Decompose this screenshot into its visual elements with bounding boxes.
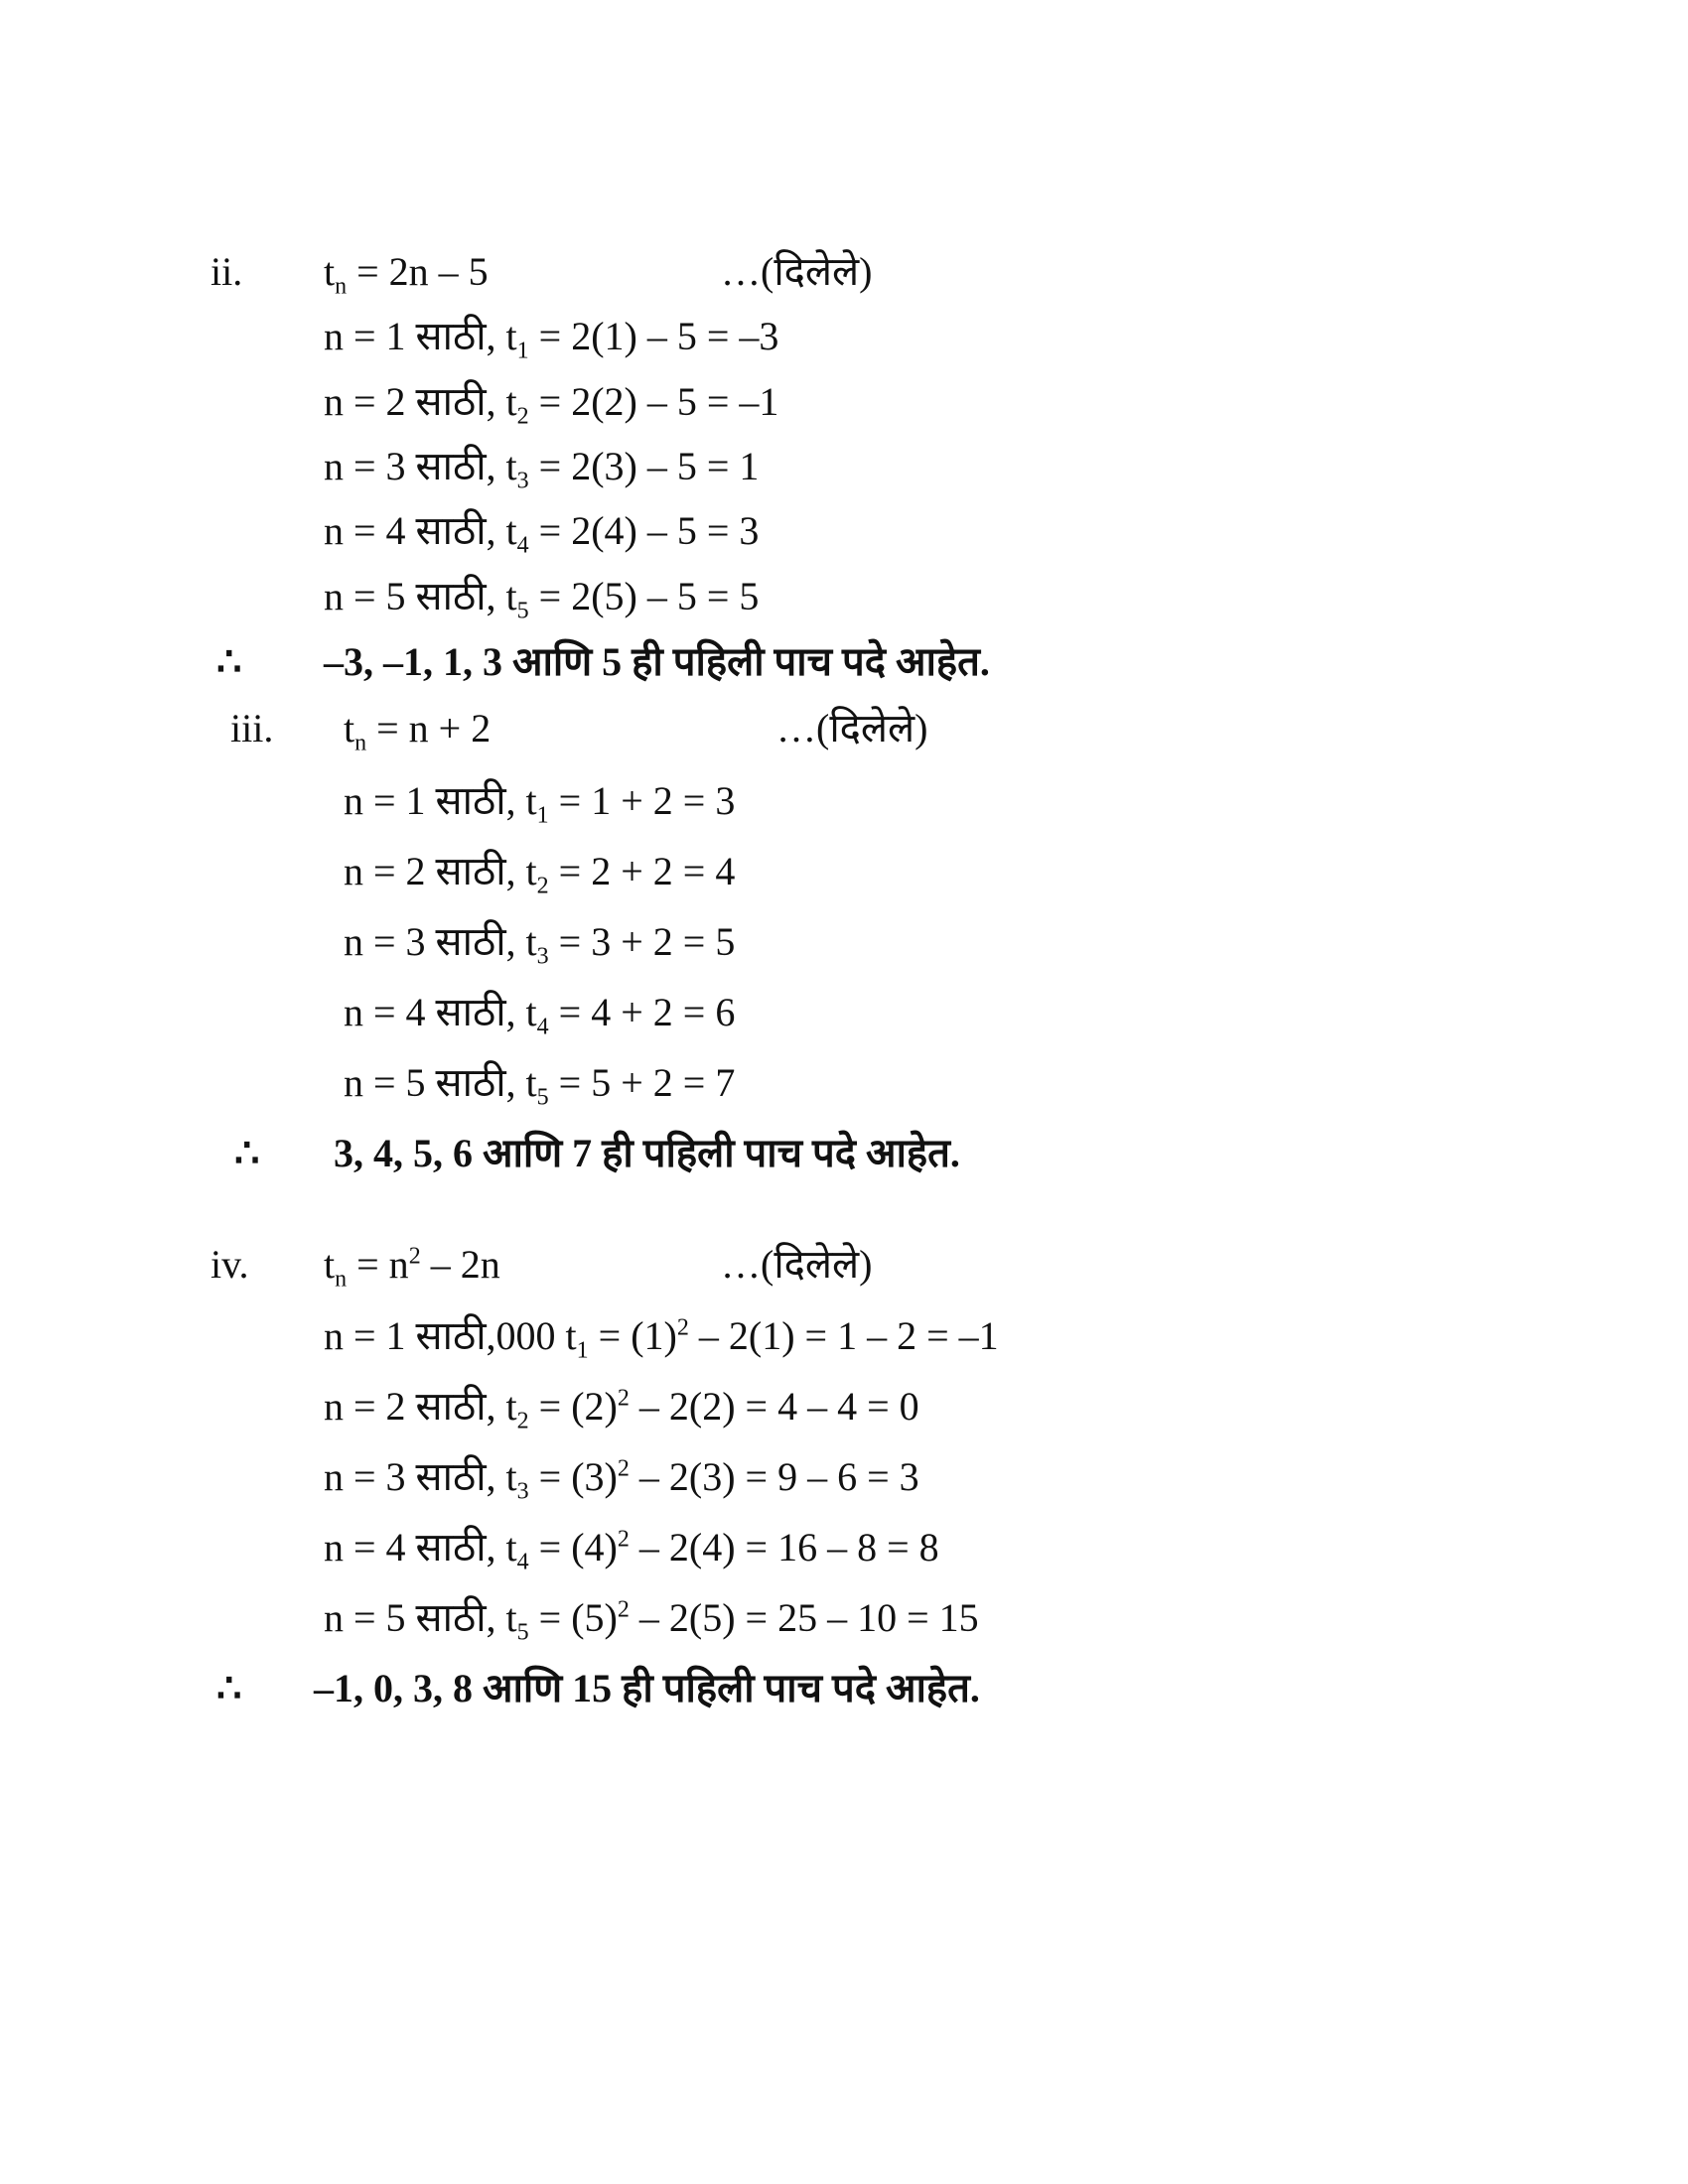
term-row: n = 4 साठी, $t_4 = 2(4) - 5 = 3$: [324, 508, 760, 559]
given-note: …(दिलेले): [776, 706, 928, 751]
conclusion: 3, 4, 5, 6 आणि 7 ही पहिली पाच पदे आहेत.: [334, 1131, 960, 1175]
section-label: iv.: [211, 1242, 249, 1287]
term-row: n = 3 साठी, $t_3 = (3)^2 - 2(3) = 9 - 6 = 3$: [324, 1454, 919, 1505]
term-row: n = 2 साठी, $t_2 = 2 + 2 = 4$: [344, 849, 736, 899]
term-row: n = 4 साठी, $t_4 = (4)^2 - 2(4) = 16 - 8 = 8$: [324, 1525, 939, 1575]
term-row: n = 3 साठी, $t_3 = 2(3) - 5 = 1$: [324, 444, 760, 494]
therefore-symbol: ∴: [216, 639, 242, 684]
term-row: n = 1 साठी, $t_1 = 1 + 2 = 3$: [344, 778, 736, 829]
term-row: n = 5 साठी, $t_5 = 2(5) - 5 = 5$: [324, 574, 760, 624]
formula: $t_n = 2n - 5$: [324, 249, 489, 300]
formula: $t_n = n + 2$: [344, 706, 492, 756]
therefore-symbol: ∴: [216, 1666, 242, 1710]
conclusion: –3, –1, 1, 3 आणि 5 ही पहिली पाच पदे आहेत.: [324, 639, 990, 684]
term-row: n = 5 साठी, $t_5 = (5)^2 - 2(5) = 25 - 10 = 15$: [324, 1595, 979, 1646]
conclusion: –1, 0, 3, 8 आणि 15 ही पहिली पाच पदे आहेत.: [314, 1666, 980, 1710]
given-note: …(दिलेले): [721, 1242, 873, 1287]
section-label: ii.: [211, 249, 243, 294]
term-row: n = 5 साठी, $t_5 = 5 + 2 = 7$: [344, 1060, 736, 1111]
term-row: n = 2 साठी, $t_2 = (2)^2 - 2(2) = 4 - 4 = 0$: [324, 1384, 919, 1434]
term-row: n = 1 साठी, $t_1 = 2(1) - 5 = -3$: [324, 314, 779, 364]
term-row: n = 2 साठी, $t_2 = 2(2) - 5 = -1$: [324, 379, 779, 430]
term-row: n = 3 साठी, $t_3 = 3 + 2 = 5$: [344, 919, 736, 970]
term-row: n = 4 साठी, $t_4 = 4 + 2 = 6$: [344, 990, 736, 1040]
given-note: …(दिलेले): [721, 249, 873, 294]
section-label: iii.: [230, 706, 274, 751]
therefore-symbol: ∴: [234, 1131, 260, 1175]
formula: $t_n = n^2 - 2n$: [324, 1242, 500, 1293]
term-row: n = 1 साठी,000 $t_1 = (1)^2 - 2(1) = 1 - 2 = -1$: [324, 1313, 999, 1364]
